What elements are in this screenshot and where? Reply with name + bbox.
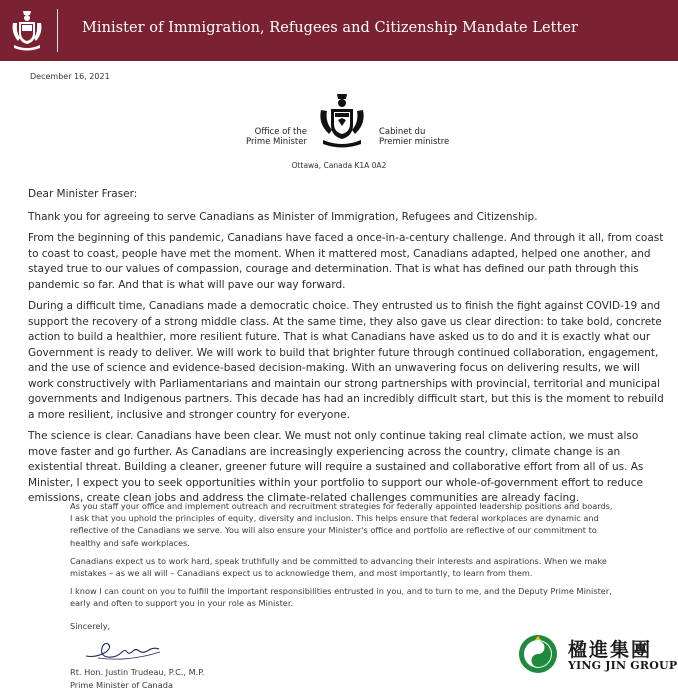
signature-image (84, 638, 164, 662)
watermark-english: YING JIN GROUP (568, 659, 678, 672)
scanned-letter-excerpt (70, 500, 615, 616)
watermark-chinese: 楹進集團 (568, 639, 653, 661)
closing: Sincerely, (70, 621, 111, 631)
signer-name: Rt. Hon. Justin Trudeau, P.C., M.P. (70, 667, 205, 677)
paragraph: Thank you for agreeing to serve Canadians as Minister of Immigration, Refugees and Citizenship. (28, 210, 538, 223)
salutation: Dear Minister Fraser: (28, 188, 138, 200)
paragraph: As you staff your office and implement outreach and recruitment strategies for federally appointed leadership positions and boards, I ask that you uphold the principles of equity, diversity and inclusion. This helps ensure that federal workplaces are dynamic and reflective of the Canadians we serve. You will also ensure your Minister's office and portfolio are reflective of our commitment to healthy and safe workplaces. (70, 501, 613, 548)
paragraph: Canadians expect us to work hard, speak truthfully and be committed to advancing their interests and aspirations. When we make mistakes – as we all will – Canadians expect us to acknowledge them, and most importantly, to learn from them. (70, 555, 607, 579)
ying-jin-logo-icon (518, 634, 558, 674)
signer-title: Prime Minister of Canada (70, 680, 173, 690)
banner-divider (57, 9, 58, 52)
header-banner (0, 0, 678, 61)
coat-of-arms-icon (318, 92, 366, 150)
paragraph: From the beginning of this pandemic, Canadians have faced a once-in-a-century challenge. And through it all, from coast to coast to coast, people have met the moment. When it mattered most, Canadians adapted, helped one another, and stayed true to our values of compassion, courage and determination. That is what has defined our path through this pandemic so far. And that is what will pave our way forward. (28, 232, 664, 291)
office-name-french: Cabinet du Premier ministre (379, 127, 450, 147)
paragraph: I know I can count on you to fulfill the important responsibilities entrusted in you, and to turn to me, and the Deputy Prime Minister, early and often to support you in your role as Minister. (70, 586, 612, 609)
office-address: Ottawa, Canada K1A 0A2 (291, 161, 387, 170)
paragraph: The science is clear. Canadians have been clear. We must not only continue taking real climate action, we must also move faster and go further. As Canadians are increasingly experiencing across the country, climate change is an existential threat. Building a cleaner, greener future will require a sustained and collaborative effort from all of us. As Minister, I expect you to seek opportunities within your portfolio to support our whole-of-government effort to reduce emissions, create clean jobs and address the climate-related challenges communities are already facing. (28, 430, 644, 504)
office-name-english: Office of the Prime Minister (246, 127, 307, 147)
paragraph: During a difficult time, Canadians made a democratic choice. They entrusted us to finish the fight against COVID-19 and support the recovery of a strong middle class. At the same time, they also gave us clear direction: to take bold, concrete action to build a healthier, more resilient future. That is what Canadians have asked us to do and it is exactly what our Government is ready to deliver. We will work to build that brighter future through continued collaboration, engagement, and the use of science and evidence-based decision-making. With an unwavering focus on delivering results, we will work constructively with Parliamentarians and maintain our strong partnerships with provincial, territorial and municipal governments and Indigenous partners. This decade has had an incredibly difficult start, but this is the moment to rebuild a more resilient, inclusive and stronger country for everyone. (28, 300, 664, 421)
page-title: Minister of Immigration, Refugees and Citizenship Mandate Letter (82, 20, 579, 36)
letter-date: December 16, 2021 (30, 72, 110, 81)
coat-of-arms-icon (10, 9, 44, 51)
letter-body (28, 187, 664, 513)
